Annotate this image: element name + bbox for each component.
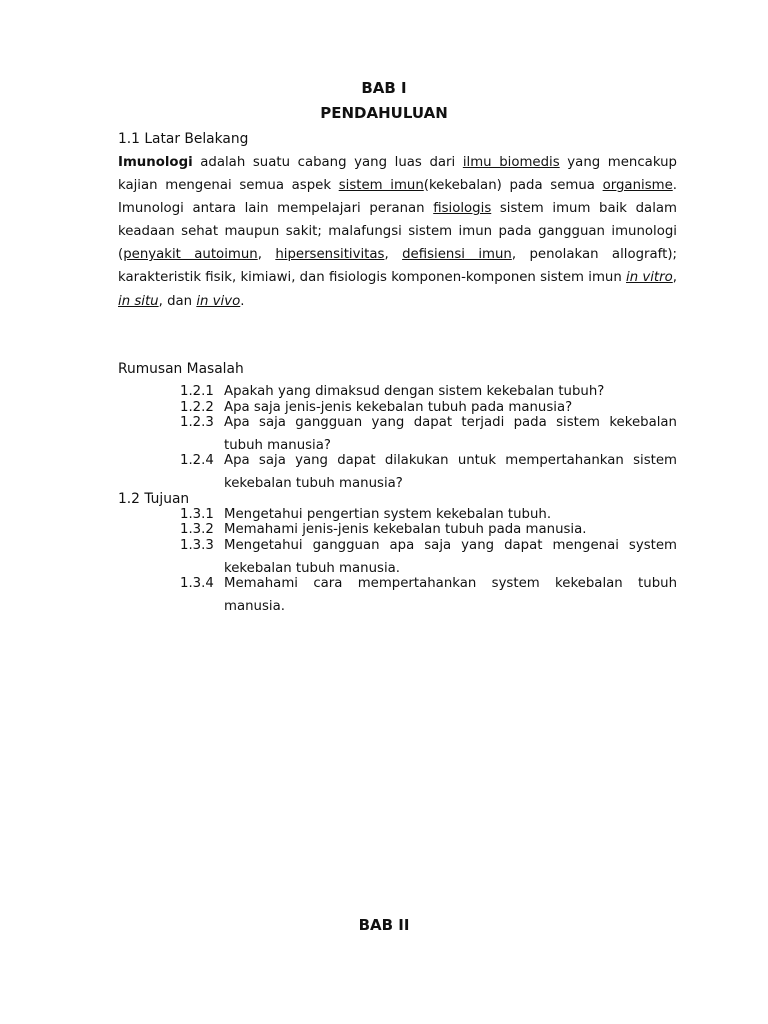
para-text: sistem imum baik dalam keadaan sehat maupun sakit; malafungsi sistem imun pada gangguan imunologi ( bbox=[118, 201, 677, 263]
link-sistem-imun[interactable]: sistem imun bbox=[338, 178, 424, 194]
link-ilmu-biomedis[interactable]: ilmu biomedis bbox=[462, 155, 560, 170]
link-in-situ[interactable] bbox=[118, 294, 159, 309]
item-number: 1.2.4 bbox=[180, 453, 214, 468]
list-item: Mengetahui pengertian system kekebalan tubuh. bbox=[224, 507, 552, 522]
link-organisme[interactable]: organisme bbox=[602, 178, 673, 194]
para-text: . Imunologi antara lain mempelajari peranan bbox=[118, 178, 677, 217]
in-situ-text: in situ bbox=[118, 293, 159, 309]
link-penyakit-autoimun[interactable]: penyakit autoimun bbox=[123, 247, 258, 263]
in-vivo-text: in vivo bbox=[196, 293, 241, 309]
section-heading-rumusan-masalah: Rumusan Masalah bbox=[118, 361, 244, 377]
para-text: yang mencakup kajian mengenai semua aspek bbox=[118, 155, 677, 194]
chapter-number: BAB I bbox=[361, 79, 407, 97]
list-item: Mengetahui gangguan apa saja yang dapat mengenai system kekebalan tubuh manusia. bbox=[224, 538, 677, 576]
link-in-vivo[interactable] bbox=[196, 294, 240, 309]
list-item: Memahami cara mempertahankan system kekebalan tubuh manusia. bbox=[224, 576, 677, 614]
link-defisiensi-imun[interactable]: defisiensi imun bbox=[402, 247, 512, 263]
para-text: , dan bbox=[158, 293, 197, 309]
link-fisiologis[interactable]: fisiologis bbox=[433, 201, 492, 217]
list-item: Memahami jenis-jenis kekebalan tubuh pada manusia. bbox=[224, 522, 587, 537]
list-item: Apakah yang dimaksud dengan sistem kekebalan tubuh? bbox=[224, 384, 605, 399]
section-heading-latar-belakang: 1.1 Latar Belakang bbox=[118, 131, 249, 147]
para-text: , bbox=[672, 270, 677, 286]
next-chapter-number: BAB II bbox=[358, 916, 410, 934]
item-number: 1.2.1 bbox=[180, 384, 214, 399]
list-item: Apa saja jenis-jenis kekebalan tubuh pada manusia? bbox=[224, 400, 573, 415]
item-number: 1.3.2 bbox=[180, 522, 214, 537]
para-text: , bbox=[257, 247, 276, 263]
item-number: 1.3.3 bbox=[180, 538, 214, 553]
para-text: , bbox=[384, 247, 403, 263]
section-heading-tujuan: 1.2 Tujuan bbox=[118, 491, 190, 507]
link-hipersensitivitas[interactable]: hipersensitivitas bbox=[275, 247, 385, 263]
term-imunologi: Imunologi bbox=[118, 155, 193, 170]
link-in-vitro[interactable] bbox=[626, 270, 673, 285]
item-number: 1.3.4 bbox=[180, 576, 214, 591]
item-number: 1.2.3 bbox=[180, 415, 214, 430]
in-vitro-text: in vitro bbox=[626, 270, 673, 286]
item-number: 1.3.1 bbox=[180, 507, 214, 522]
item-number: 1.2.2 bbox=[180, 400, 214, 415]
latar-belakang-paragraph bbox=[118, 151, 677, 313]
para-text: , penolakan allograft); karakteristik fisik, kimiawi, dan fisiologis komponen-komponen sistem imun bbox=[118, 247, 677, 286]
para-text: adalah suatu cabang yang luas dari bbox=[192, 155, 463, 170]
list-item: Apa saja gangguan yang dapat terjadi pada sistem kekebalan tubuh manusia? bbox=[224, 415, 677, 453]
list-item: Apa saja yang dapat dilakukan untuk mempertahankan sistem kekebalan tubuh manusia? bbox=[224, 453, 677, 491]
chapter-title: PENDAHULUAN bbox=[320, 104, 448, 122]
para-text: (kekebalan) pada semua bbox=[423, 178, 603, 194]
para-text: . bbox=[240, 293, 245, 309]
